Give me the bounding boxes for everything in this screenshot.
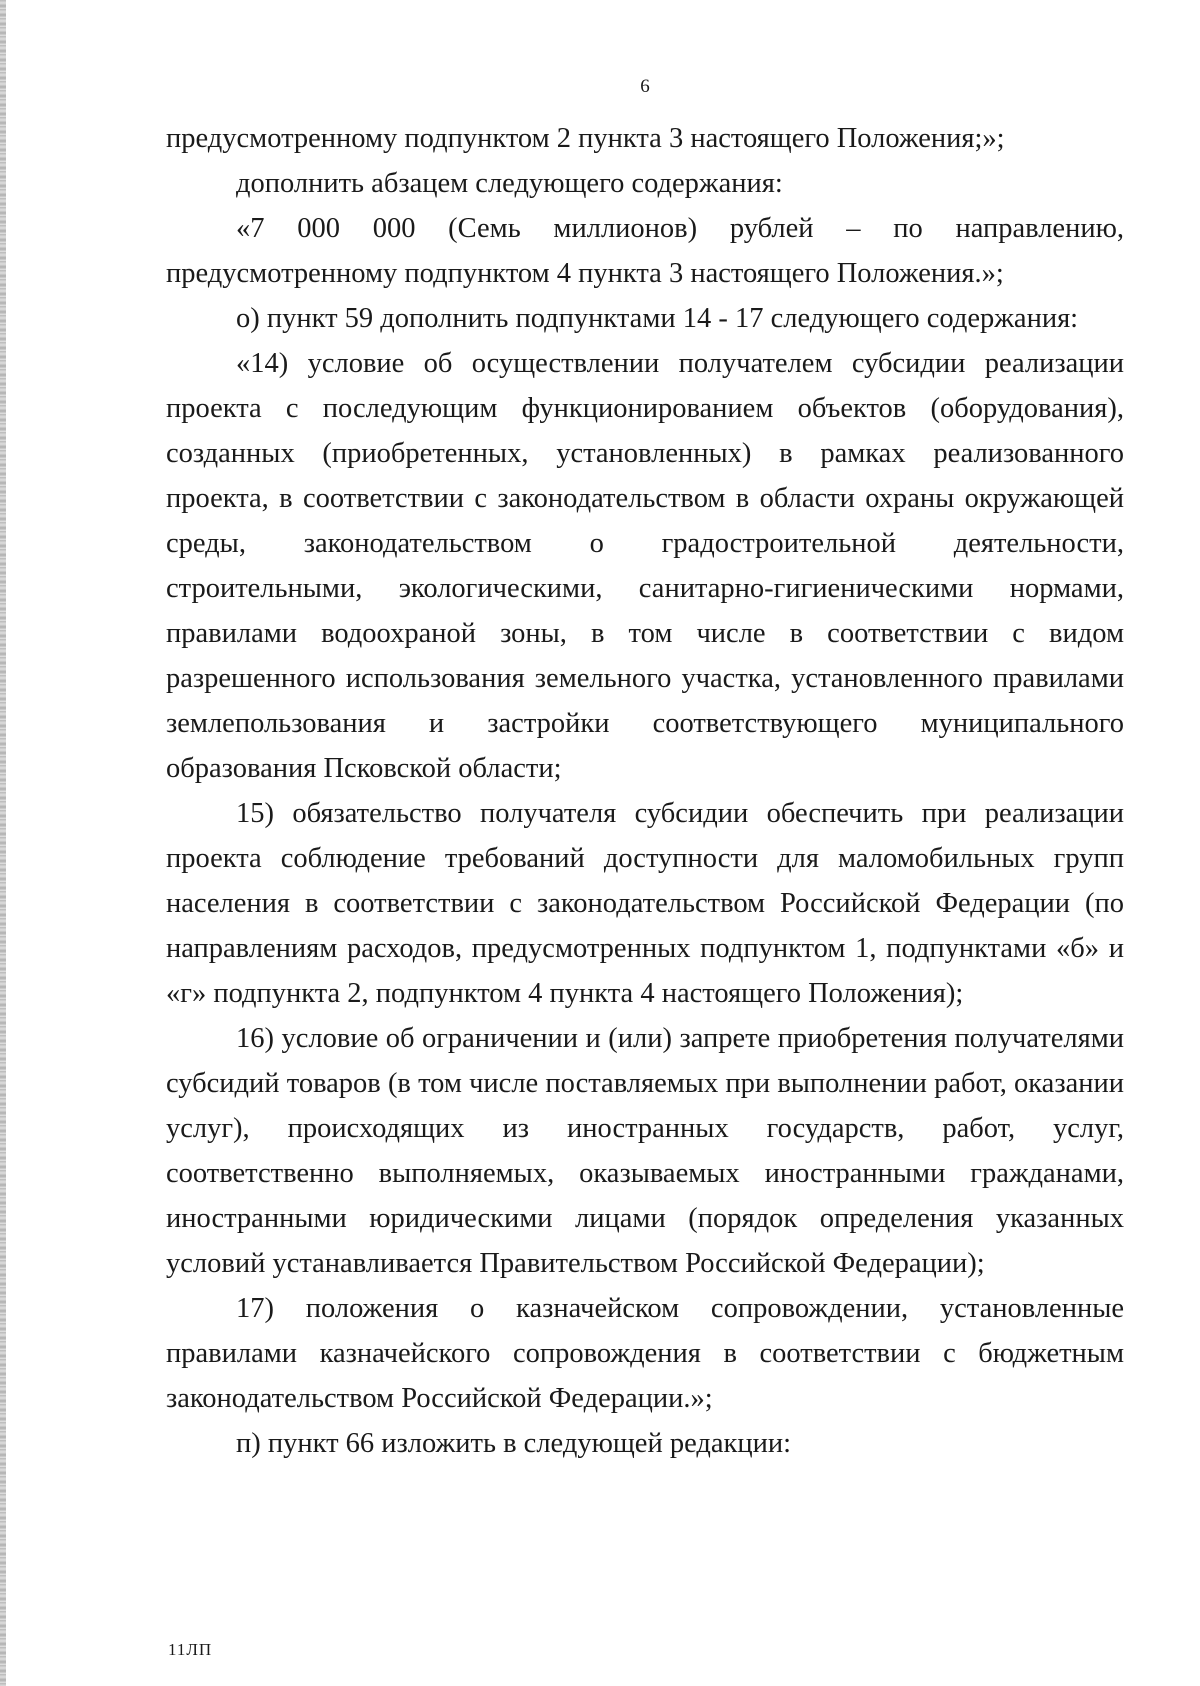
scan-edge (0, 0, 6, 1686)
paragraph: «14) условие об осуществлении получателем субсидии реализации проекта с последующим функционированием объектов (оборудования), созданных (приобретенных, установленных) в рамках реализованного проекта, в соответствии с законодательством в области охраны окружающей среды, законодательством о градостроительной деятельности, строительными, экологическими, санитарно-гигиеническими нормами, правилами водоохраной зоны, в том числе в соответствии с видом разрешенного использования земельного участка, установленного правилами землепользования и застройки соответствующего муниципального образования Псковской области; (166, 348, 1124, 784)
page-number: 6 (640, 76, 650, 97)
paragraph: 17) положения о казначейском сопровождении, установленные правилами казначейского сопровождения в соответствии с бюджетным законодательством Российской Федерации.»; (166, 1293, 1124, 1414)
paragraph: дополнить абзацем следующего содержания: (236, 168, 783, 199)
paragraph: «7 000 000 (Семь миллионов) рублей – по направлению, предусмотренному подпунктом 4 пункта 3 настоящего Положения.»; (166, 213, 1124, 289)
paragraph: п) пункт 66 изложить в следующей редакции: (236, 1428, 792, 1459)
footer-document-code: 11ЛП (168, 1640, 213, 1659)
paragraph: 16) условие об ограничении и (или) запрете приобретения получателями субсидий товаров (в том числе поставляемых при выполнении работ, оказании услуг), происходящих из иностранных государств, работ, услуг, соответственно выполняемых, оказываемых иностранными гражданами, иностранными юридическими лицами (порядок определения указанных условий устанавливается Правительством Российской Федерации); (166, 1023, 1124, 1279)
paragraph: 15) обязательство получателя субсидии обеспечить при реализации проекта соблюдение требований доступности для маломобильных групп населения в соответствии с законодательством Российской Федерации (по направлениям расходов, предусмотренных подпунктом 1, подпунктами «б» и «г» подпункта 2, подпунктом 4 пункта 4 настоящего Положения); (166, 798, 1124, 1009)
paragraph: предусмотренному подпунктом 2 пункта 3 настоящего Положения;»; (166, 123, 1005, 154)
document-body (166, 116, 1124, 1466)
paragraph: о) пункт 59 дополнить подпунктами 14 - 17 следующего содержания: (236, 303, 1079, 334)
